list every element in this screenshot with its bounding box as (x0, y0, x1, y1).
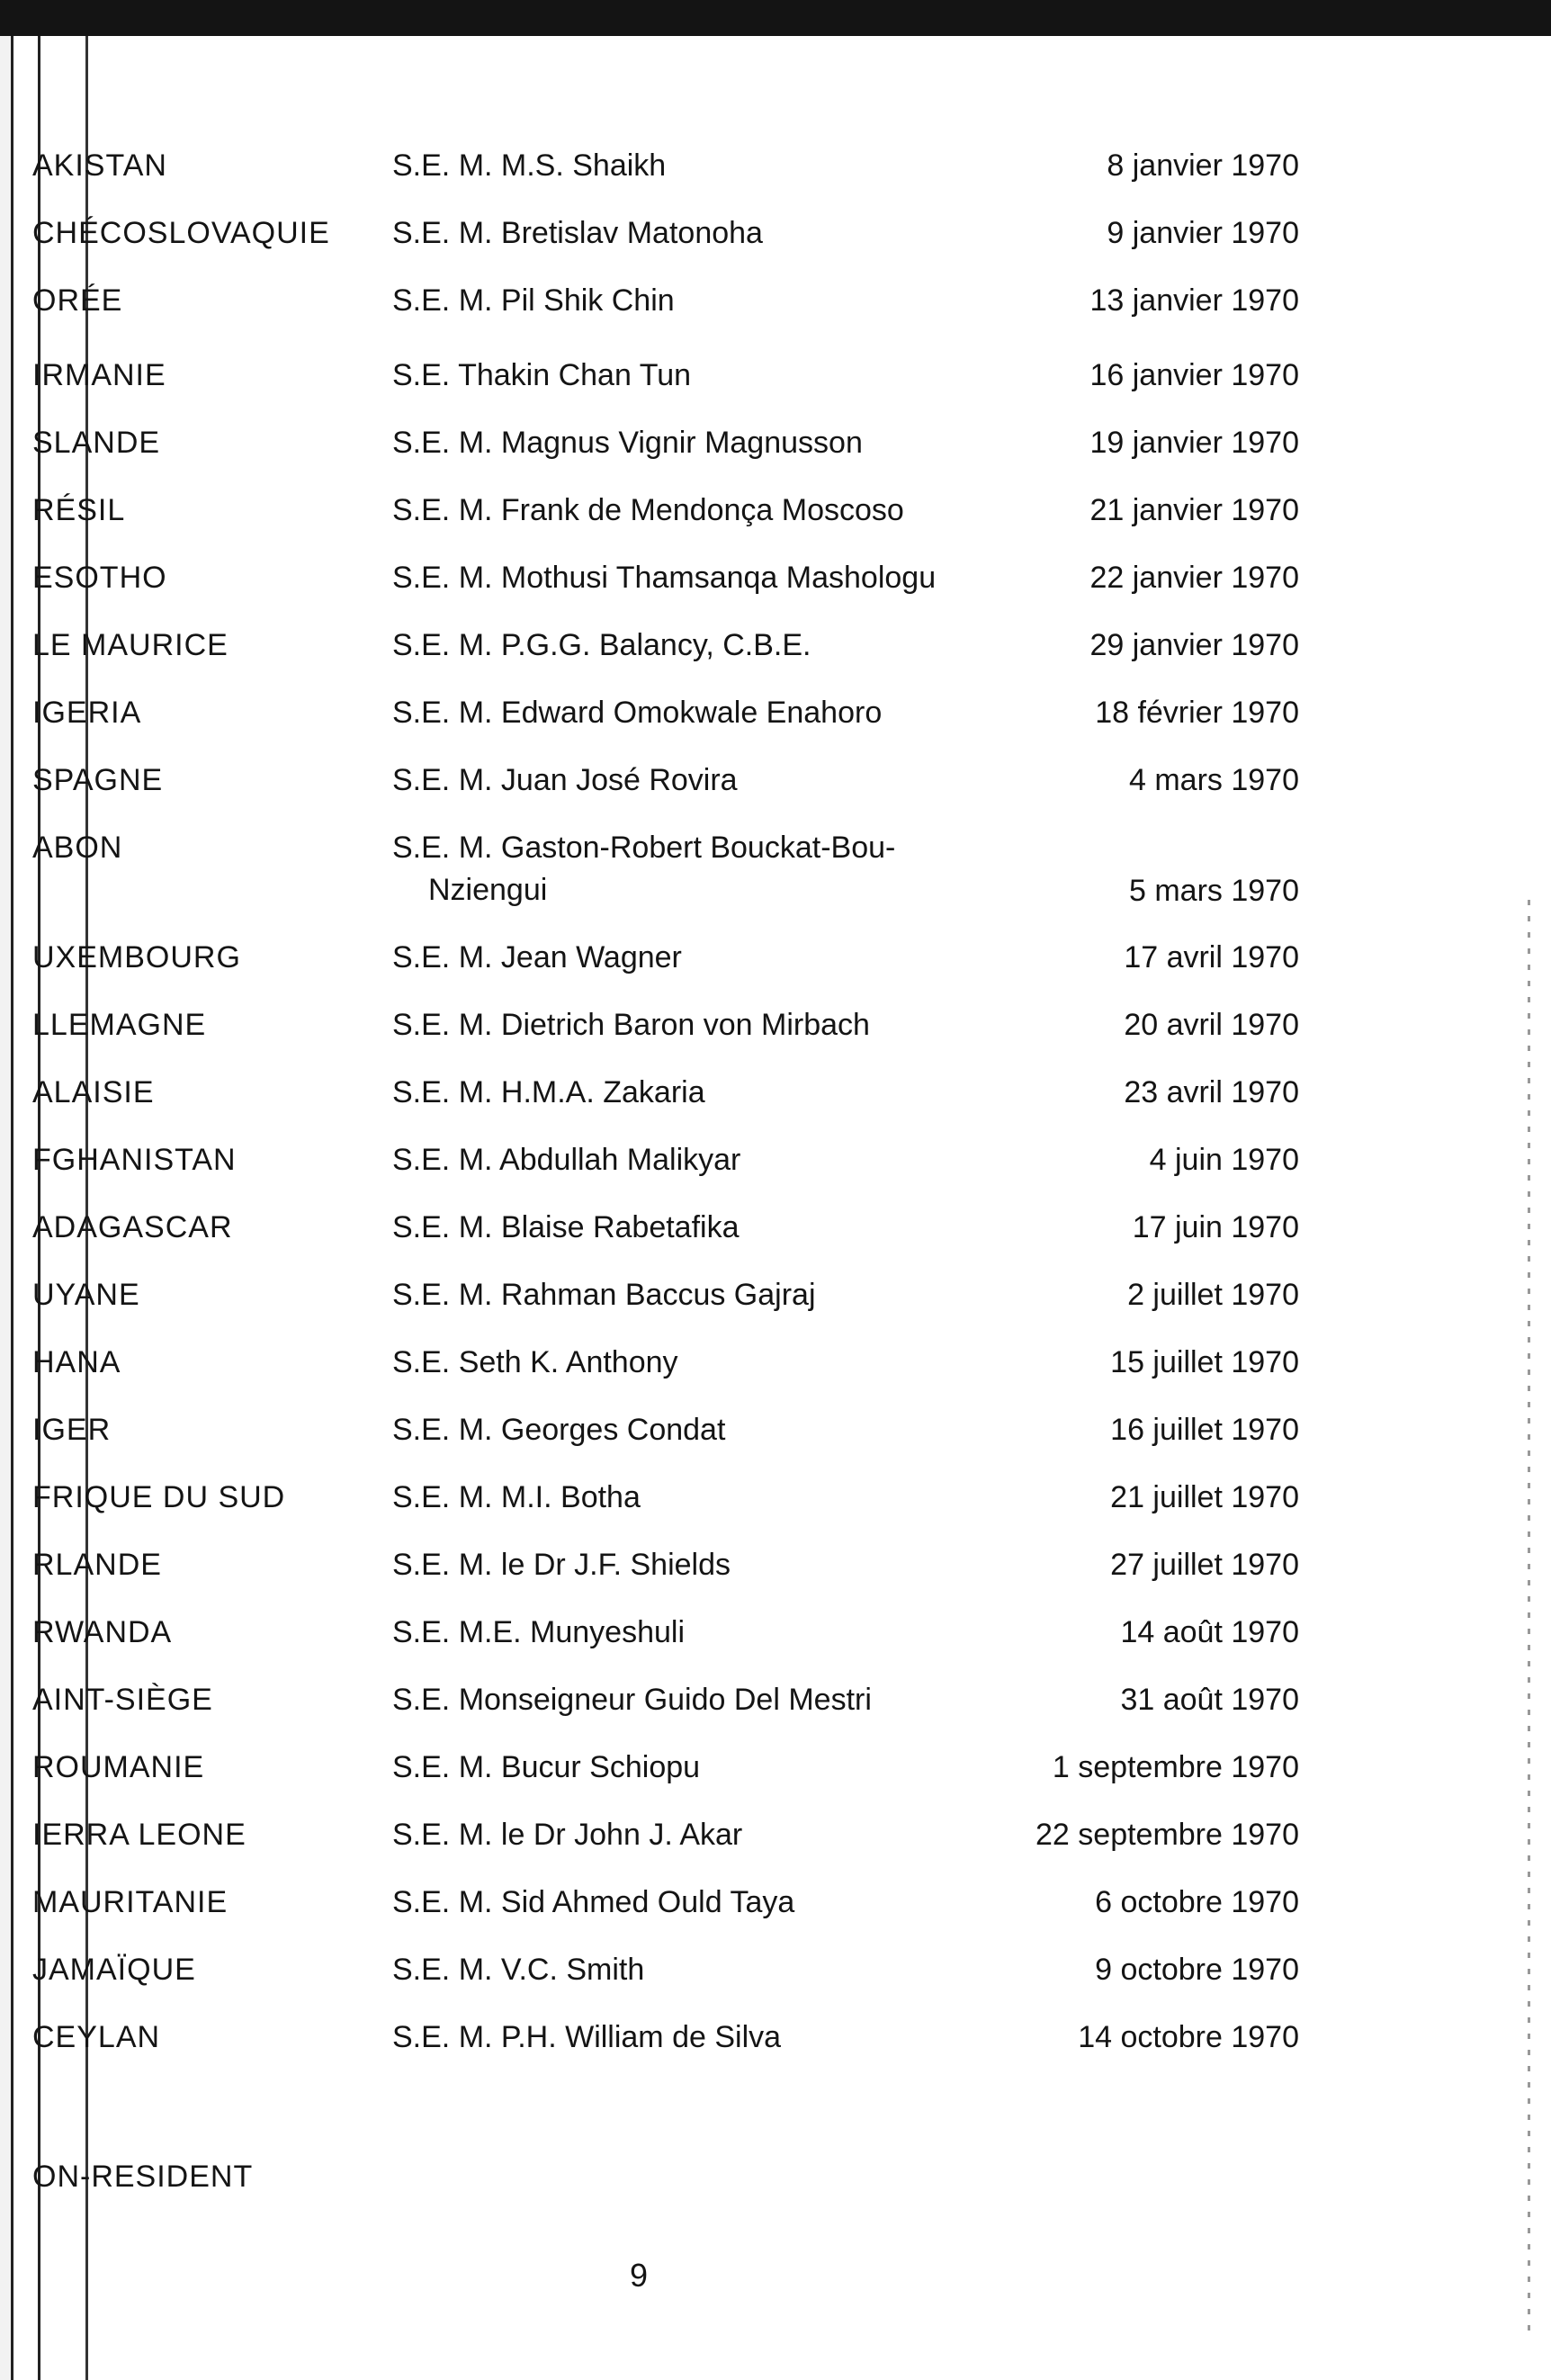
ambassador-name-line: S.E. M. Rahman Baccus Gajraj (392, 1278, 816, 1312)
ambassador-name-line: S.E. Seth K. Anthony (392, 1345, 678, 1379)
ambassador-name-line: S.E. M. Magnus Vignir Magnusson (392, 426, 863, 460)
list-item (0, 940, 1551, 994)
list-item (0, 1750, 1551, 1804)
list-item (0, 1210, 1551, 1264)
credential-date: 4 juin 1970 (1149, 1143, 1299, 1177)
credential-date: 18 février 1970 (1095, 696, 1299, 730)
ambassador-name-line: S.E. M. M.S. Shaikh (392, 148, 667, 183)
list-item (0, 1548, 1551, 1602)
top-scan-border (0, 0, 1551, 36)
credential-date: 9 janvier 1970 (1107, 216, 1299, 250)
ambassador-name (392, 493, 904, 528)
page-number: 9 (629, 2257, 649, 2294)
country-name: MAURITANIE (32, 1885, 229, 1919)
country-name: ORÉE (32, 283, 123, 318)
ambassador-name-line: S.E. M. Edward Omokwale Enahoro (392, 696, 883, 730)
ambassador-name (392, 1143, 740, 1178)
list-item (0, 283, 1551, 337)
country-name: CEYLAN (32, 2020, 161, 2054)
list-item (0, 1075, 1551, 1129)
ambassador-name-line: Nziengui (428, 873, 548, 907)
country-name: HANA (32, 1345, 121, 1379)
ambassador-name (392, 1413, 725, 1448)
list-item (0, 696, 1551, 750)
credential-date: 5 mars 1970 (1129, 874, 1299, 908)
country-name: ESOTHO (32, 561, 167, 595)
credential-date: 15 juillet 1970 (1110, 1345, 1299, 1379)
ambassador-name (392, 1818, 742, 1853)
country-name: IGER (32, 1413, 112, 1447)
credential-date: 17 avril 1970 (1124, 940, 1299, 974)
credential-date: 14 août 1970 (1120, 1615, 1299, 1649)
country-name: UYANE (32, 1278, 140, 1312)
country-name: RLANDE (32, 1548, 162, 1582)
ambassador-name (392, 1278, 816, 1313)
ambassador-name-line: S.E. M. Juan José Rovira (392, 763, 738, 797)
list-item (0, 2020, 1551, 2074)
list-item (0, 358, 1551, 412)
credential-date: 2 juillet 1970 (1127, 1278, 1299, 1312)
list-item (0, 1413, 1551, 1467)
list-item (0, 1143, 1551, 1197)
country-name: IERRA LEONE (32, 1818, 247, 1852)
ambassador-name (392, 940, 682, 975)
ambassador-name (392, 763, 738, 798)
country-name: IRMANIE (32, 358, 166, 392)
credential-date: 9 octobre 1970 (1095, 1953, 1299, 1987)
ambassador-name-line: S.E. M. Blaise Rabetafika (392, 1210, 740, 1244)
ambassador-name (392, 426, 863, 461)
credential-date: 6 octobre 1970 (1095, 1885, 1299, 1919)
ambassador-name (392, 831, 895, 908)
list-item (0, 493, 1551, 547)
credential-date: 29 janvier 1970 (1089, 628, 1299, 662)
ambassador-name-line: S.E. M. V.C. Smith (392, 1953, 645, 1987)
country-name: ALAISIE (32, 1075, 155, 1109)
credential-date: 16 juillet 1970 (1110, 1413, 1299, 1447)
ambassador-name (392, 696, 882, 731)
ambassador-name (392, 1953, 644, 1988)
credential-date: 22 janvier 1970 (1089, 561, 1299, 595)
ambassador-name (392, 1210, 740, 1245)
credential-date: 27 juillet 1970 (1110, 1548, 1299, 1582)
ambassador-name-line: S.E. M. P.H. William de Silva (392, 2020, 782, 2054)
ambassador-name-line: S.E. M. Sid Ahmed Ould Taya (392, 1885, 795, 1919)
ambassador-name-line: S.E. M. Bretislav Matonoha (392, 216, 763, 250)
country-name: CHÉCOSLOVAQUIE (32, 216, 330, 250)
country-name: FGHANISTAN (32, 1143, 237, 1177)
credential-date: 31 août 1970 (1120, 1683, 1299, 1717)
credential-date: 22 septembre 1970 (1035, 1818, 1299, 1852)
list-item (0, 1008, 1551, 1062)
ambassador-name-line: S.E. Monseigneur Guido Del Mestri (392, 1683, 872, 1717)
list-item (0, 561, 1551, 615)
country-name: ABON (32, 831, 123, 865)
list-item (0, 1615, 1551, 1669)
country-name: SPAGNE (32, 763, 164, 797)
ambassador-name-line: S.E. M.E. Munyeshuli (392, 1615, 686, 1649)
country-name: IGERIA (32, 696, 142, 730)
country-name: ADAGASCAR (32, 1210, 233, 1244)
ambassador-name-line: S.E. M. M.I. Botha (392, 1480, 641, 1514)
credential-date: 1 septembre 1970 (1052, 1750, 1299, 1784)
ambassador-name (392, 1615, 685, 1650)
ambassador-name-line: S.E. M. le Dr J.F. Shields (392, 1548, 731, 1582)
country-name: FRIQUE DU SUD (32, 1480, 286, 1514)
list-item (0, 216, 1551, 270)
credential-date: 21 juillet 1970 (1110, 1480, 1299, 1514)
ambassador-name-line: S.E. M. Gaston-Robert Bouckat-Bou- (392, 831, 896, 865)
credential-date: 21 janvier 1970 (1089, 493, 1299, 527)
list-item (0, 1953, 1551, 2007)
list-item (0, 831, 1551, 908)
list-item (0, 628, 1551, 682)
credential-date: 14 octobre 1970 (1078, 2020, 1299, 2054)
ambassador-name-line: S.E. M. Georges Condat (392, 1413, 726, 1447)
ambassador-name-line: S.E. M. H.M.A. Zakaria (392, 1075, 705, 1109)
list-item (0, 1345, 1551, 1399)
credential-date: 16 janvier 1970 (1089, 358, 1299, 392)
ambassador-name (392, 358, 691, 393)
country-name: AINT-SIÈGE (32, 1683, 213, 1717)
ambassador-name (392, 1480, 641, 1515)
country-name: ROUMANIE (32, 1750, 205, 1784)
ambassador-name (392, 1885, 794, 1920)
ambassador-name (392, 148, 666, 184)
list-item (0, 148, 1551, 202)
section-label: ON-RESIDENT (32, 2160, 254, 2194)
ambassador-name-line: S.E. M. Dietrich Baron von Mirbach (392, 1008, 870, 1042)
country-name: JAMAÏQUE (32, 1953, 196, 1987)
list-item (0, 426, 1551, 480)
ambassador-name-line: S.E. M. Mothusi Thamsanqa Mashologu (392, 561, 937, 595)
credential-date: 23 avril 1970 (1124, 1075, 1299, 1109)
list-item (0, 1480, 1551, 1534)
ambassador-name (392, 1008, 870, 1043)
list-item (0, 1885, 1551, 1939)
country-name: AKISTAN (32, 148, 167, 183)
ambassador-name-line: S.E. Thakin Chan Tun (392, 358, 692, 392)
credential-date: 8 janvier 1970 (1107, 148, 1299, 183)
country-name: LLEMAGNE (32, 1008, 207, 1042)
list-item (0, 763, 1551, 817)
list-item (0, 1818, 1551, 1872)
ambassador-name-line: S.E. M. Bucur Schiopu (392, 1750, 701, 1784)
list-item (0, 1683, 1551, 1737)
ambassador-name (392, 283, 675, 319)
credential-date: 17 juin 1970 (1132, 1210, 1299, 1244)
country-name: RWANDA (32, 1615, 173, 1649)
ambassador-name (392, 628, 811, 663)
ambassador-name-line: S.E. M. Abdullah Malikyar (392, 1143, 741, 1177)
country-name: UXEMBOURG (32, 940, 241, 974)
ambassador-name (392, 1683, 872, 1718)
country-name: SLANDE (32, 426, 161, 460)
ambassador-name (392, 1750, 700, 1785)
ambassador-name (392, 2020, 781, 2055)
ambassador-name-line: S.E. M. Frank de Mendonça Moscoso (392, 493, 904, 527)
ambassador-name-line: S.E. M. Jean Wagner (392, 940, 682, 974)
credential-date: 19 janvier 1970 (1089, 426, 1299, 460)
ambassador-name-line: S.E. M. le Dr John J. Akar (392, 1818, 743, 1852)
credential-date: 20 avril 1970 (1124, 1008, 1299, 1042)
ambassador-name-line: S.E. M. P.G.G. Balancy, C.B.E. (392, 628, 811, 662)
list-item (0, 1278, 1551, 1332)
credential-date: 4 mars 1970 (1129, 763, 1299, 797)
country-name: RÉSIL (32, 493, 126, 527)
country-name: LE MAURICE (32, 628, 229, 662)
ambassador-name-line: S.E. M. Pil Shik Chin (392, 283, 675, 318)
ambassador-name (392, 1345, 678, 1380)
ambassador-name (392, 1548, 731, 1583)
ambassador-name (392, 1075, 705, 1110)
ambassador-name (392, 216, 763, 251)
credential-date: 13 janvier 1970 (1089, 283, 1299, 318)
ambassador-name (392, 561, 936, 596)
